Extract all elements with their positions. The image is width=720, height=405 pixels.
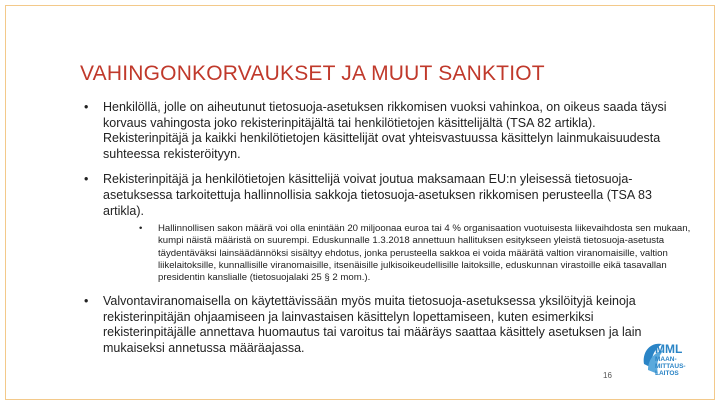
bullet-text: Henkilöllä, jolle on aiheutunut tietosuoja-asetuksen rikkomisen vuoksi vahinkoa, on oikeus saada täysi korvaus vahingosta joko rekisterinpitäjältä tai henkilötietojen käsittelijältä (TSA 82 artikla). Rekisterinpitäjä ja kaikki henkilötietojen käsittelijät ovat yhteisvastuussa käsittelyn lainmukaisuudesta suhteessa rekisteröityyn. — [103, 100, 667, 161]
bullet-text: Valvontaviranomaisella on käytettävissään myös muita tietosuoja-asetuksessa yksilöityjä keinoja rekisterinpitäjän ohjaamiseen ja lainvastaisen käsittelyn lopettamiseen, kuten esimerkiksi rekisterinpitäjälle annettava huomautus tai varoitus tai määräys saattaa käsittely asetuksen ja lain mukaiseksi annetussa määräajassa. — [103, 294, 642, 355]
logo-line: LAITOS — [655, 370, 679, 377]
logo-wordmark: MML — [655, 342, 683, 356]
logo-subtext — [655, 356, 686, 377]
bullet-item — [84, 172, 680, 219]
page-number: 16 — [603, 371, 612, 380]
bullet-text: Rekisterinpitäjä ja henkilötietojen käsittelijä voivat joutua maksamaan EU:n yleisessä tietosuoja-asetuksessa tarkoitettuja hallinnollisia sakkoja tietosuoja-asetuksen rikkomisen perusteella (TSA 83 artikla). — [103, 172, 652, 218]
slide-title: VAHINGONKORVAUKSET JA MUUT SANKTIOT — [80, 62, 545, 85]
bullet-marker: • — [84, 172, 89, 187]
bullet-marker: • — [84, 100, 89, 114]
sub-bullet-marker: • — [139, 223, 143, 235]
slide-content — [84, 100, 691, 357]
bullet-item — [84, 100, 680, 162]
bullet-marker: • — [84, 294, 89, 309]
logo-line: MITTAUS- — [655, 363, 686, 370]
sub-bullet-text: Hallinnollisen sakon määrä voi olla enintään 20 miljoonaa euroa tai 4 % organisaation vuotuisesta liikevaihdosta sen mukaan, kumpi näistä määristä on suurempi. Eduskunnalle 1.3.2018 annettuun hallituksen esitykseen yleistä tietosuoja-asetusta täydentäväksi lainsäädännöksi sisältyy ehdotus, jonka perusteella sakkoa ei voida määrätä valtion viranomaisille, valtion liikelaitoksille, kunnallisille viranomaisille, itsenäisille julkisoikeudellisille laitoksille, eduskunnan virastoille eikä tasavallan presidentin kanslialle (tietosuojalaki 25 § 2 mom.). — [158, 223, 691, 283]
sub-bullet-item — [84, 223, 706, 284]
bullet-item — [84, 294, 648, 356]
logo-line: MAAN- — [655, 356, 677, 363]
